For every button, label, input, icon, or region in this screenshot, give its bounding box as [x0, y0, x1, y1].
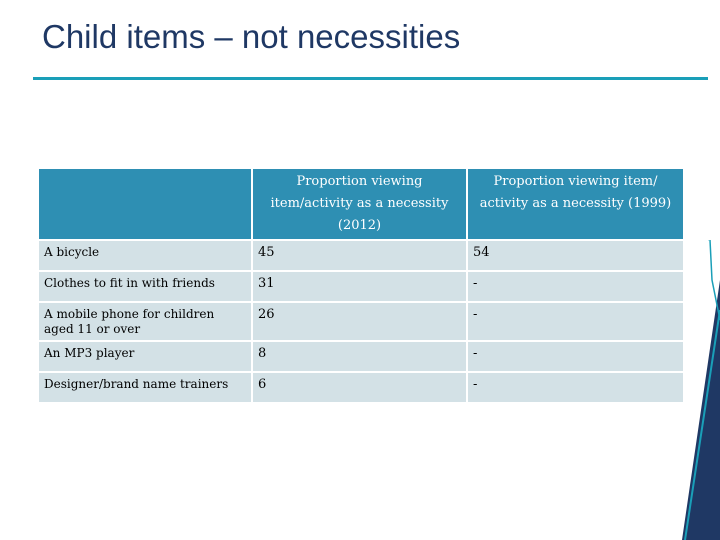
row-item: A mobile phone for children aged 11 or over: [38, 302, 252, 341]
table-header-row: [38, 168, 684, 240]
row-item: An MP3 player: [38, 341, 252, 372]
row-value-2012: 45: [252, 240, 467, 271]
row-value-1999: -: [467, 341, 684, 372]
row-value-1999: -: [467, 372, 684, 403]
row-value-2012: 6: [252, 372, 467, 403]
necessities-table: [37, 167, 685, 404]
table-row: [38, 302, 684, 341]
table-row: [38, 372, 684, 403]
header-1999: Proportion viewing item/ activity as a necessity (1999): [467, 168, 684, 240]
header-item: [38, 168, 252, 240]
corner-shape-dark: [682, 280, 720, 540]
row-value-2012: 26: [252, 302, 467, 341]
row-item: Designer/brand name trainers: [38, 372, 252, 403]
corner-decoration: [680, 240, 720, 540]
row-item: A bicycle: [38, 240, 252, 271]
slide-title: Child items – not necessities: [42, 18, 461, 55]
table-row: [38, 341, 684, 372]
table-row: [38, 271, 684, 302]
row-value-2012: 31: [252, 271, 467, 302]
title-divider: [33, 77, 708, 80]
row-item: Clothes to fit in with friends: [38, 271, 252, 302]
table-row: [38, 240, 684, 271]
row-value-2012: 8: [252, 341, 467, 372]
row-value-1999: -: [467, 302, 684, 341]
header-2012: Proportion viewing item/activity as a necessity (2012): [252, 168, 467, 240]
row-value-1999: 54: [467, 240, 684, 271]
row-value-1999: -: [467, 271, 684, 302]
